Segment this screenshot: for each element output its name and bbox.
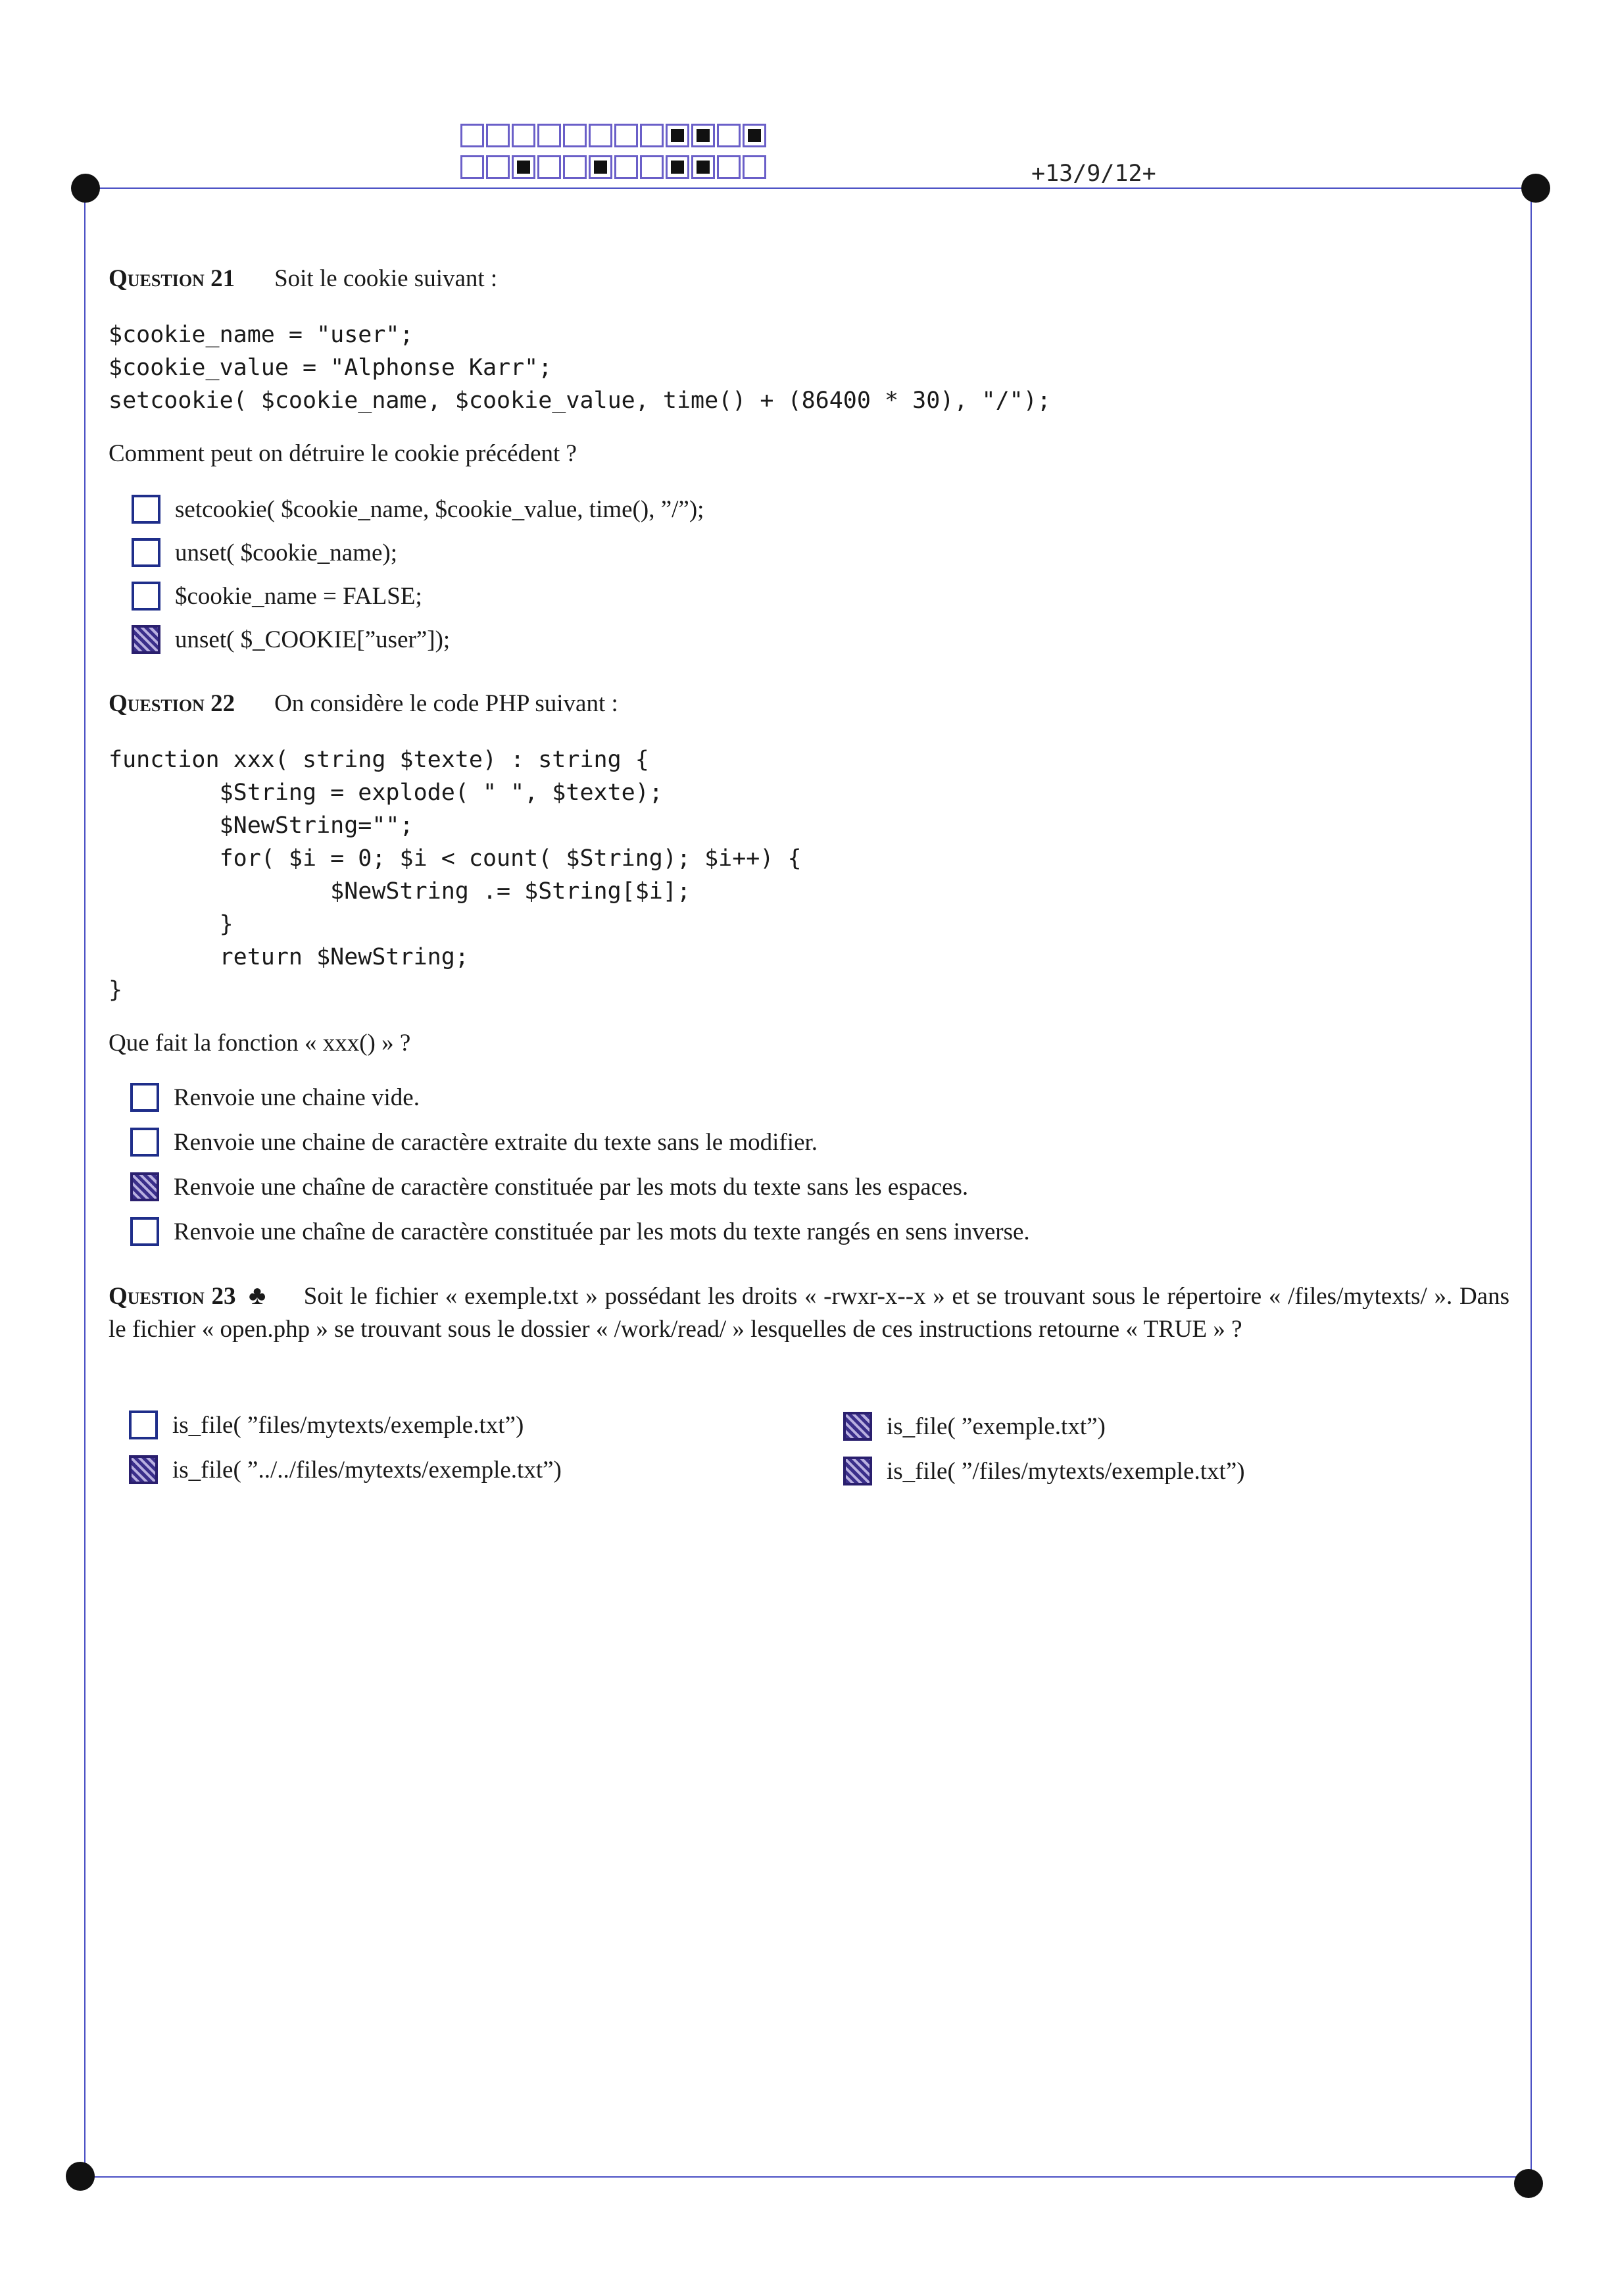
id-code-cell	[640, 124, 664, 147]
q22-text: On considère le code PHP suivant :	[274, 690, 618, 717]
id-code-cell	[460, 155, 484, 179]
corner-marker-top-right	[1521, 174, 1550, 203]
id-code-cell	[512, 155, 535, 179]
q23-option-2-label: is_file( ”exemple.txt”)	[887, 1412, 1106, 1440]
q23-option-2[interactable]	[843, 1412, 1106, 1441]
q21-option-3-label: $cookie_name = FALSE;	[175, 582, 422, 610]
q23-option-1-label: is_file( ”files/mytexts/exemple.txt”)	[172, 1411, 524, 1439]
q21-option-1[interactable]	[132, 495, 704, 524]
id-code-cell	[666, 124, 689, 147]
q23-option-3[interactable]	[129, 1455, 562, 1484]
q22-option-2-checkbox[interactable]	[130, 1128, 159, 1157]
q22-option-4-label: Renvoie une chaîne de caractère constituée par les mots du texte rangés en sens inverse.	[174, 1218, 1030, 1245]
corner-marker-bottom-left	[66, 2162, 95, 2191]
id-code-cell	[640, 155, 664, 179]
id-code-cell	[537, 155, 561, 179]
q22-option-2[interactable]	[130, 1128, 818, 1157]
q23-header	[109, 1279, 1509, 1346]
club-icon: ♣	[247, 1280, 267, 1310]
q21-option-3[interactable]	[132, 582, 422, 611]
id-code-row-1	[460, 124, 768, 147]
q23-text: Soit le fichier « exemple.txt » possédant les droits « -rwxr-x--x » et se trouvant sous le répertoire « /files/mytexts/ ». Dans le fichier « open.php » se trouvant sous le dossier « /work/read/ » lesquelles de ces instructions retourne « TRUE » ?	[109, 1283, 1510, 1343]
q21-text: Soit le cookie suivant :	[274, 265, 498, 292]
corner-marker-bottom-right	[1514, 2169, 1543, 2198]
q22-option-2-label: Renvoie une chaine de caractère extraite du texte sans le modifier.	[174, 1128, 818, 1156]
id-code-cell	[717, 155, 741, 179]
id-code-cell	[512, 124, 535, 147]
q22-option-4[interactable]	[130, 1217, 1030, 1246]
q23-option-3-checkbox[interactable]	[129, 1455, 158, 1484]
q23-option-3-label: is_file( ”../../files/mytexts/exemple.txt”)	[172, 1456, 562, 1484]
q21-option-1-checkbox[interactable]	[132, 495, 160, 524]
id-code-cell	[691, 124, 715, 147]
id-code-cell	[563, 155, 587, 179]
page-id: +13/9/12+	[1031, 161, 1156, 187]
q23-option-4[interactable]	[843, 1457, 1245, 1485]
id-code-cell	[563, 124, 587, 147]
q22-option-3[interactable]	[130, 1172, 968, 1201]
q22-option-3-checkbox[interactable]	[130, 1172, 159, 1201]
q21-option-2-label: unset( $cookie_name);	[175, 539, 398, 566]
id-code-cell	[614, 155, 638, 179]
id-code-cell	[460, 124, 484, 147]
q21-option-1-label: setcookie( $cookie_name, $cookie_value, time(), ”/”);	[175, 495, 704, 523]
frame-top-line	[86, 187, 1536, 189]
q22-option-1-checkbox[interactable]	[130, 1083, 159, 1112]
q21-option-2[interactable]	[132, 538, 397, 567]
id-code-cell	[537, 124, 561, 147]
q21-option-4-checkbox[interactable]	[132, 625, 160, 654]
id-code-cell	[717, 124, 741, 147]
q23-option-1-checkbox[interactable]	[129, 1410, 158, 1439]
q21-option-3-checkbox[interactable]	[132, 582, 160, 611]
q22-prompt: Que fait la fonction « xxx() » ?	[109, 1030, 411, 1057]
q21-label: Question 21	[109, 265, 235, 292]
q22-option-4-checkbox[interactable]	[130, 1217, 159, 1246]
id-code-cell	[614, 124, 638, 147]
q22-option-1-label: Renvoie une chaine vide.	[174, 1084, 420, 1111]
q23-label: Question 23	[109, 1283, 236, 1310]
id-code-cell	[743, 155, 766, 179]
id-code-cell	[589, 155, 612, 179]
id-code-cell	[666, 155, 689, 179]
q22-label: Question 22	[109, 690, 235, 717]
frame-right-line	[1530, 187, 1532, 2178]
q21-option-4[interactable]	[132, 625, 450, 654]
corner-marker-top-left	[71, 174, 100, 203]
q23-option-2-checkbox[interactable]	[843, 1412, 872, 1441]
q21-code: $cookie_name = "user"; $cookie_value = "Alphonse Karr"; setcookie( $cookie_name, $cookie_value, time() + (86400 * 30), "/");	[109, 322, 1051, 414]
q21-option-2-checkbox[interactable]	[132, 538, 160, 567]
q21-prompt: Comment peut on détruire le cookie précédent ?	[109, 440, 577, 467]
q23-option-4-checkbox[interactable]	[843, 1457, 872, 1485]
id-code-cell	[486, 124, 510, 147]
q23-option-1[interactable]	[129, 1410, 524, 1439]
id-code-cell	[589, 124, 612, 147]
id-code-row-2	[460, 155, 768, 179]
frame-left-line	[84, 187, 86, 2178]
id-code-cell	[691, 155, 715, 179]
id-code-cell	[743, 124, 766, 147]
id-code-cell	[486, 155, 510, 179]
q22-code: function xxx( string $texte) : string { $String = explode( " ", $texte); $NewString=""; for( $i = 0; $i < count( $String); $i++) { $NewString .= $String[$i]; } return $NewString; }	[109, 747, 802, 1003]
q22-header	[109, 689, 618, 718]
frame-bottom-line	[79, 2176, 1532, 2178]
q22-option-3-label: Renvoie une chaîne de caractère constituée par les mots du texte sans les espaces.	[174, 1173, 969, 1201]
q21-option-4-label: unset( $_COOKIE[”user”]);	[175, 626, 451, 653]
q23-option-4-label: is_file( ”/files/mytexts/exemple.txt”)	[887, 1457, 1245, 1485]
q21-header	[109, 264, 497, 293]
q22-option-1[interactable]	[130, 1083, 420, 1112]
